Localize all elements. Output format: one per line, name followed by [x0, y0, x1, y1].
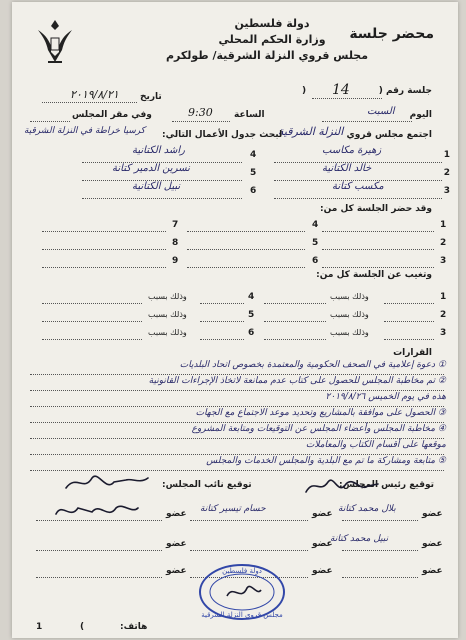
- member-line: [190, 550, 308, 551]
- decision-line: [30, 454, 444, 455]
- decision-text: ② تم مخاطبة المجلس للحصول على كتاب عدم ممانعة لاتخاذ الإجراءات القانونية: [148, 376, 446, 386]
- member-name: حسام تيسير كتانة: [200, 504, 266, 514]
- day-label: اليوم: [409, 110, 432, 120]
- decision-text: موقعها على أقسام الكتاب والمعاملات: [305, 440, 446, 450]
- attended-line: [42, 249, 166, 250]
- member-label: عضو: [166, 539, 187, 549]
- absent-reason: وذلك بسبب: [148, 328, 187, 337]
- member-label: عضو: [422, 509, 443, 519]
- member-name: نبيل محمد كتانة: [330, 534, 389, 544]
- absent-reason: وذلك بسبب: [330, 310, 369, 319]
- page-title: محضر جلسة: [349, 26, 434, 42]
- agenda-item-text: مكسب كتانة: [332, 181, 384, 192]
- member-label: عضو: [422, 566, 443, 576]
- attended-number: 6: [312, 256, 319, 266]
- chair-signature-label: توقيع رئيس المجلس:: [339, 480, 434, 490]
- agenda-item-text: خالد الكتانية: [322, 163, 372, 174]
- session-number-line: [312, 98, 382, 99]
- attended-label: وقد حضر الجلسة كل من:: [320, 204, 432, 214]
- absent-number: 3: [440, 328, 447, 338]
- agenda-item-text: نسرين الدمير كتانة: [112, 163, 190, 174]
- org-line-2: وزارة الحكم المحلي: [218, 33, 326, 46]
- deputy-signature-label: توقيع نائب المجلس:: [162, 480, 252, 490]
- decision-text: ④ مخاطبة المجلس وأعضاء المجلس عن التوقيعات ومتابعة المشروع: [191, 424, 446, 434]
- org-line-1: دولة فلسطين: [234, 17, 310, 30]
- deputy-signature: [62, 470, 152, 496]
- agenda-item-text: راشد الكتانية: [132, 145, 185, 156]
- member-line: [342, 577, 418, 578]
- member-line: [36, 550, 162, 551]
- org-line-3: مجلس قروي النزلة الشرقية/ طولكرم: [165, 49, 369, 62]
- member-label: عضو: [422, 539, 443, 549]
- absent-label: وتغيب عن الجلسة كل من:: [316, 270, 432, 280]
- absent-line: [384, 321, 434, 322]
- member-line: [342, 550, 418, 551]
- member-line: [190, 520, 308, 521]
- attended-line: [42, 267, 166, 268]
- agenda-item-number: 5: [250, 168, 257, 178]
- absent-reason-line: [42, 303, 142, 304]
- agenda-item-line: [274, 198, 442, 199]
- attended-line: [322, 249, 434, 250]
- time-label: الساعة: [234, 110, 265, 120]
- decision-text: هذه في يوم الخميس ٢٠١٩/٨/٢٦: [325, 392, 446, 402]
- attended-line: [322, 267, 434, 268]
- agenda-item-text: نبيل الكتانية: [132, 181, 181, 192]
- place-label: وفي مقر المجلس: [72, 110, 152, 120]
- absent-reason: وذلك بسبب: [330, 292, 369, 301]
- agenda-item-number: 3: [443, 186, 450, 196]
- absent-reason-line: [264, 339, 326, 340]
- absent-reason-line: [264, 321, 326, 322]
- attended-number: 5: [312, 238, 319, 248]
- council-value: النزلة الشرقية: [278, 125, 344, 138]
- agenda-item-number: 1: [443, 150, 450, 160]
- member-label: عضو: [166, 566, 187, 576]
- decision-text: ⑤ متابعة ومشاركة ما تم مع البلدية والمجلس الخدمات والمجلس: [206, 456, 446, 466]
- session-number-label: جلسة رقم (: [378, 86, 432, 96]
- date-label: تاريخ: [140, 92, 162, 102]
- absent-number: 5: [248, 310, 255, 320]
- decision-text: ① دعوة إعلامية في الصحف الحكومية والمعتمدة بخصوص اتحاد البلديات: [179, 360, 446, 370]
- day-value: السبت: [367, 106, 395, 117]
- absent-line: [384, 303, 434, 304]
- attended-number: 4: [312, 220, 319, 230]
- decision-line: [30, 390, 444, 391]
- council-label: اجتمع مجلس قروي: [346, 130, 432, 140]
- absent-reason: وذلك بسبب: [148, 310, 187, 319]
- council-stamp: [197, 562, 287, 622]
- session-number-value: 14: [332, 82, 350, 98]
- attended-number: 2: [440, 238, 447, 248]
- agenda-item-number: 2: [443, 168, 450, 178]
- decisions-label: القرارات: [393, 348, 432, 358]
- attended-line: [322, 231, 434, 232]
- eagle-emblem-icon: [34, 16, 76, 68]
- agenda-value: كرسيا خراطة في النزلة الشرقية: [24, 126, 146, 136]
- decision-line: [30, 406, 444, 407]
- absent-line: [200, 321, 244, 322]
- member-name: بلال محمد كتانة: [338, 504, 396, 514]
- absent-number: 2: [440, 310, 447, 320]
- session-number-close: ): [302, 86, 307, 96]
- absent-reason: وذلك بسبب: [330, 328, 369, 337]
- absent-line: [200, 339, 244, 340]
- phone-value: (: [80, 622, 85, 632]
- attended-number: 9: [172, 256, 179, 266]
- member-line: [342, 520, 418, 521]
- attended-line: [187, 267, 305, 268]
- decision-line: [30, 438, 444, 439]
- decision-line: [30, 374, 444, 375]
- attended-line: [42, 231, 166, 232]
- attended-number: 7: [172, 220, 179, 230]
- document-sheet: [12, 2, 458, 638]
- member-label: عضو: [312, 566, 333, 576]
- absent-line: [384, 339, 434, 340]
- date-line: [42, 102, 137, 103]
- absent-reason-line: [264, 303, 326, 304]
- decision-text: ③ الحصول على موافقة بالمشاريع وتحديد موعد الاجتماع مع الجهات: [195, 408, 446, 418]
- agenda-label: لبحث جدول الأعمال التالي:: [162, 130, 283, 140]
- absent-line: [200, 303, 244, 304]
- day-line: [322, 121, 412, 122]
- agenda-item-line: [82, 198, 242, 199]
- member-label: عضو: [312, 509, 333, 519]
- stamp-text-bottom: مجلس قروي النزلة الشرقية: [201, 611, 283, 619]
- absent-reason: وذلك بسبب: [148, 292, 187, 301]
- decision-line: [30, 422, 444, 423]
- date-value: ٢٠١٩/٨/٢١: [70, 88, 119, 101]
- attended-number: 1: [440, 220, 447, 230]
- time-value: 9:30: [188, 106, 213, 119]
- chair-signature: [302, 472, 382, 500]
- time-line: [172, 121, 230, 122]
- phone-label: هاتف:: [120, 622, 148, 632]
- agenda-item-text: زهيرة مكاسب: [322, 145, 382, 156]
- agenda-item-number: 6: [250, 186, 257, 196]
- member-signature: [52, 498, 142, 524]
- absent-number: 6: [248, 328, 255, 338]
- absent-reason-line: [42, 321, 142, 322]
- attended-line: [187, 231, 305, 232]
- attended-line: [187, 249, 305, 250]
- member-label: عضو: [166, 509, 187, 519]
- absent-number: 4: [248, 292, 255, 302]
- member-line: [36, 577, 162, 578]
- agenda-item-number: 4: [250, 150, 257, 160]
- stamp-text-top: دولة فلسطين: [222, 567, 262, 575]
- page-number: 1: [36, 622, 43, 632]
- attended-number: 8: [172, 238, 179, 248]
- absent-reason-line: [42, 339, 142, 340]
- absent-number: 1: [440, 292, 447, 302]
- member-label: عضو: [312, 539, 333, 549]
- place-line: [30, 121, 70, 122]
- attended-number: 3: [440, 256, 447, 266]
